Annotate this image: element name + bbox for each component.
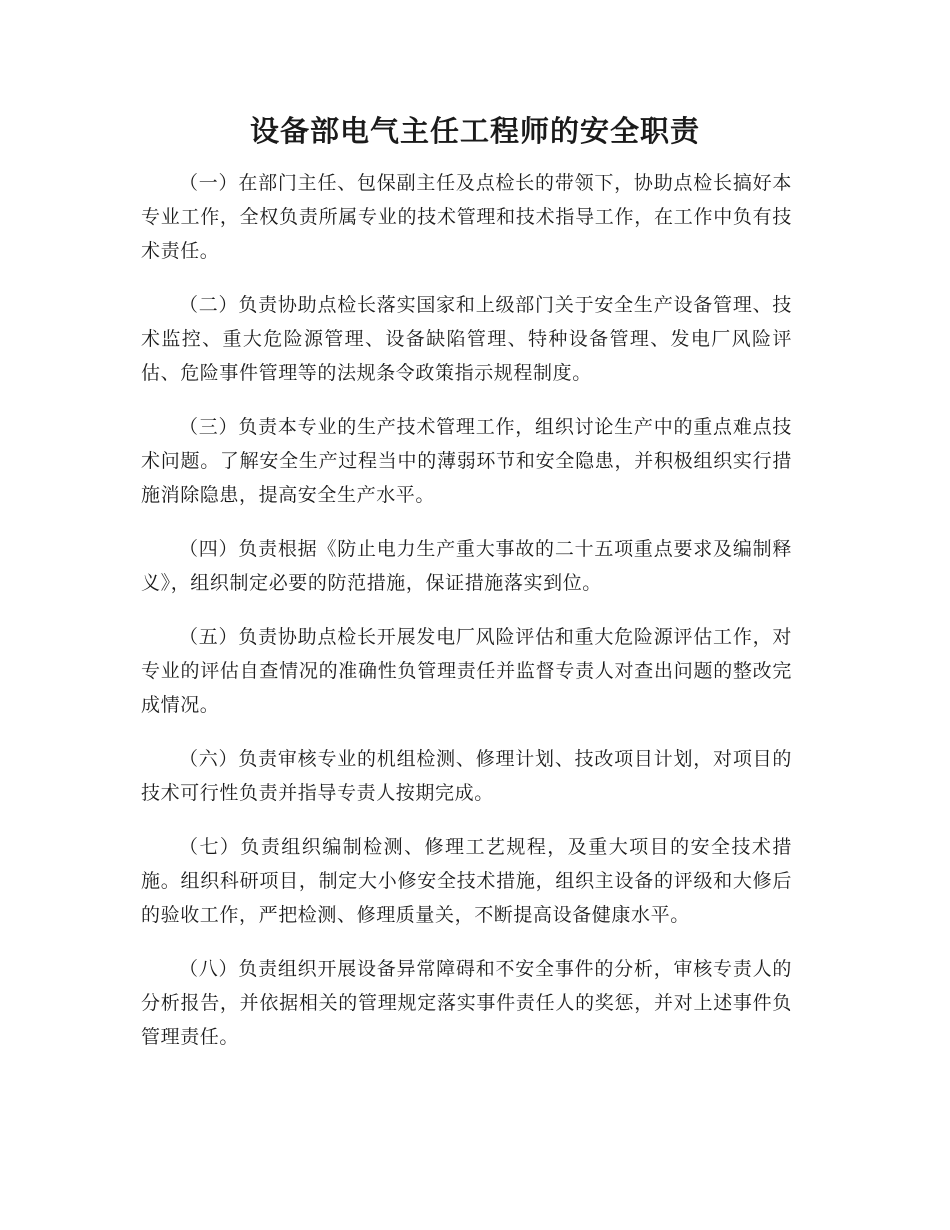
document-body — [141, 166, 792, 1074]
paragraph-5: （五）负责协助点检长开展发电厂风险评估和重大危险源评估工作，对专业的评估自查情况的准确性负管理责任并监督专责人对查出问题的整改完成情况。 — [141, 626, 792, 716]
paragraph-2: （二）负责协助点检长落实国家和上级部门关于安全生产设备管理、技术监控、重大危险源管理、设备缺陷管理、特种设备管理、发电厂风险评估、危险事件管理等的法规条令政策指示规程制度。 — [141, 294, 792, 384]
paragraph-7: （七）负责组织编制检测、修理工艺规程，及重大项目的安全技术措施。组织科研项目，制定大小修安全技术措施，组织主设备的评级和大修后的验收工作，严把检测、修理质量关，不断提高设备健康水平。 — [141, 836, 792, 926]
paragraph-1: （一）在部门主任、包保副主任及点检长的带领下，协助点检长搞好本专业工作，全权负责所属专业的技术管理和技术指导工作，在工作中负有技术责任。 — [141, 172, 792, 262]
document-title: 设备部电气主任工程师的安全职责 — [249, 114, 700, 148]
paragraph-8: （八）负责组织开展设备异常障碍和不安全事件的分析，审核专责人的分析报告，并依据相关的管理规定落实事件责任人的奖惩，并对上述事件负管理责任。 — [141, 958, 792, 1048]
paragraph-6: （六）负责审核专业的机组检测、修理计划、技改项目计划，对项目的技术可行性负责并指导专责人按期完成。 — [141, 748, 792, 804]
paragraph-4: （四）负责根据《防止电力生产重大事故的二十五项重点要求及编制释义》，组织制定必要的防范措施，保证措施落实到位。 — [141, 538, 792, 594]
paragraph-3: （三）负责本专业的生产技术管理工作，组织讨论生产中的重点难点技术问题。了解安全生产过程当中的薄弱环节和安全隐患，并积极组织实行措施消除隐患，提高安全生产水平。 — [141, 416, 792, 506]
